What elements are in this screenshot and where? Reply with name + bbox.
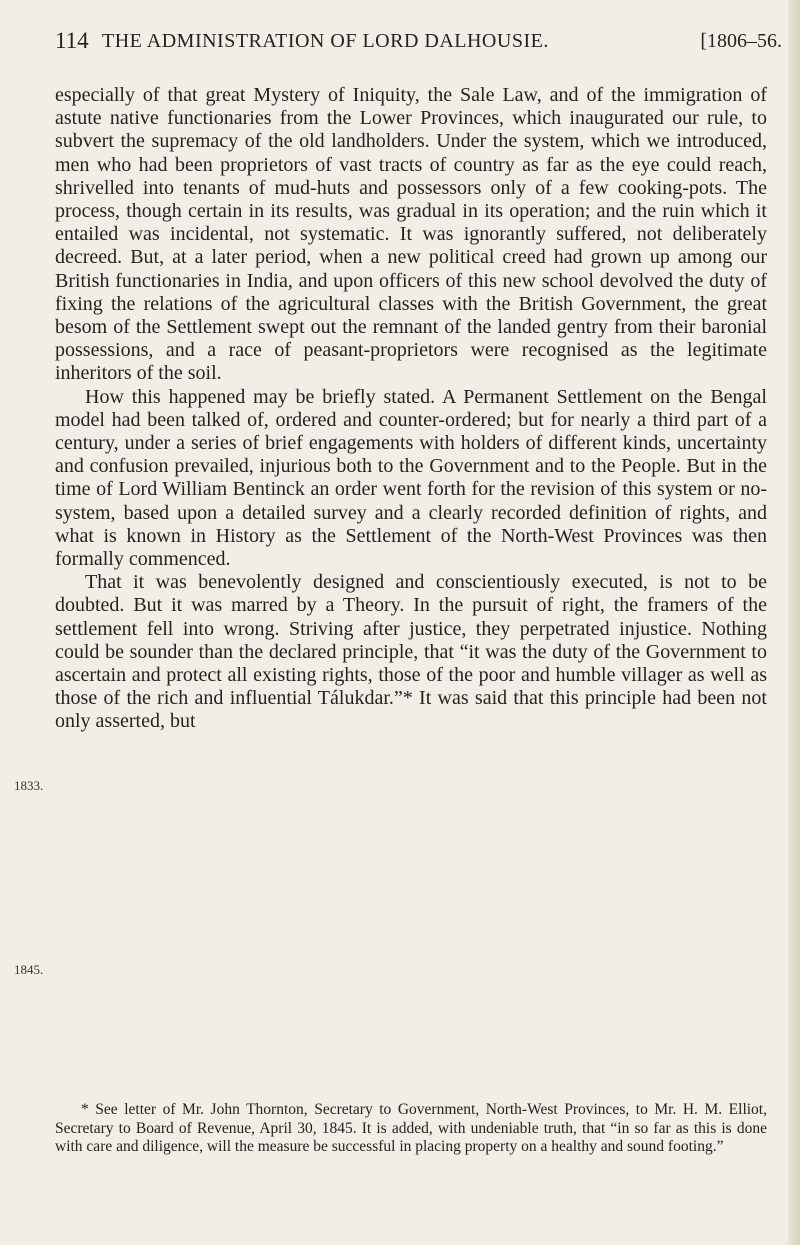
running-header	[55, 28, 790, 62]
page-number: 114	[55, 28, 89, 53]
margin-note-1845: 1845.	[14, 962, 44, 977]
main-text	[55, 84, 767, 734]
paragraph-1: especially of that great Mystery of Iniquity, the Sale Law, and of the immigration of astute native functionaries from the Lower Provinces, which inaugurated our rule, to subvert the supremacy of the old landholders. Under the system, which we introduced, men who had been proprietors of vast tracts of country as far as the eye could reach, shrivelled into tenants of mud-huts and possessors only of a few cooking-pots. The process, though certain in its results, was gradual in its operation; and the ruin which it entailed was incidental, not systematic. It was ignorantly suffered, not deliberately decreed. But, at a later period, when a new political creed had grown up among our British functionaries in India, and upon officers of this new school devolved the duty of fixing the relations of the agricultural classes with the British Government, the great besom of the Settlement swept out the remnant of the landed gentry from their baronial possessions, and a race of peasant-proprietors were recognised as the legitimate inheritors of the soil.	[55, 84, 767, 385]
running-title: THE ADMINISTRATION OF LORD DALHOUSIE.	[102, 30, 549, 52]
paragraph-3: That it was benevolently designed and conscientiously executed, is not to be doubted. But it was marred by a Theory. In the pursuit of right, the framers of the settlement fell into wrong. Striving after justice, they perpetrated injustice. Nothing could be sounder than the declared principle, that “it was the duty of the Government to ascertain and protect all existing rights, those of the poor and humble villager as well as those of the rich and influential Tálukdar.”* It was said that this principle had been not only asserted, but	[55, 571, 767, 733]
footnote: * See letter of Mr. John Thornton, Secretary to Government, North-West Provinces, to Mr. H. M. Elliot, Secretary to Board of Revenue, April 30, 1845. It is added, with undeniable truth, that “in so far as this is done with care and diligence, will the measure be successful in placing property on a healthy and sound footing.”	[55, 1101, 767, 1155]
date-range: [1806–56.	[700, 30, 782, 52]
page-edge-shadow	[788, 0, 800, 1245]
margin-note-1833: 1833.	[14, 778, 44, 793]
paragraph-2: How this happened may be briefly stated. A Permanent Settlement on the Bengal model had been talked of, ordered and counter-ordered; but for nearly a third part of a century, under a series of brief engagements with holders of different kinds, uncertainty and confusion prevailed, injurious both to the Government and to the People. But in the time of Lord William Bentinck an order went forth for the revision of this system or no-system, based upon a detailed survey and a clearly recorded definition of rights, and what is known in History as the Settlement of the North-West Provinces was then formally commenced.	[55, 385, 767, 571]
